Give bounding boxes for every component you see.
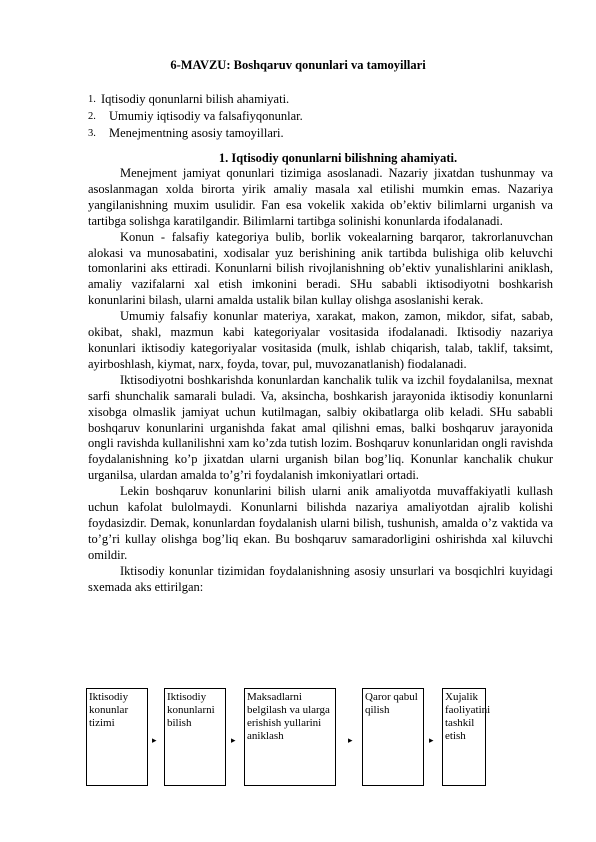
diagram-box-law-system: Iktisodiy konunlar tizimi [86, 688, 148, 786]
outline-number: 3. [88, 128, 96, 139]
arrow-right-icon: ▸ [152, 735, 157, 745]
page-title: 6-MAVZU: Boshqaruv qonunlari va tamoyillari [170, 58, 426, 72]
diagram-box-organization: Xujalik faoliyatini tashkil etish [442, 688, 486, 786]
outline-text: Iqtisodiy qonunlarni bilish ahamiyati. [101, 92, 290, 106]
paragraph: Konun - falsafiy kategoriya bulib, borlik vokealarning barqaror, takrorlanuvchan alokasi va munosabatini, xodisalar yuz berishining anik tartibda bulishiga olib keluvchi tomonlarini aks ettiradi. Konunlarni bilish rivojlanishning ob’ektiv yunalishlarini aniklash, amaliy vazifalarni xal etish imkonini beradi. SHu sababli iktisodiyotni boshkarish konunlarini bilash, ularni amalda ustalik bilan kullay olishga asoslanishi kerak. [88, 229, 553, 308]
paragraph: Lekin boshqaruv konunlarini bilish ularni anik amaliyotda muvaffakiyatli kullash uchun kafolat bulolmaydi. Konunlarni bilishda nazariya amaliyotdan ajralib kolishi foydasizdir. Demak, konunlardan foydalanish ularni bilish, tushunish, amalda o’z vaktida va to’g’ri kullay olishga bog’liq ekan. Bu boshqaruv samaradorligini oshirishda xal kiluvchi omildir. [88, 484, 553, 562]
paragraph: Iktisodiyotni boshkarishda konunlardan kanchalik tulik va izchil foydalanilsa, mexnat sarfi shunchalik samarali buladi. Va, aksincha, boshkarish jarayonida iktisodiy konunlarni xisobga olmaslik jamiyat uchun kutilmagan, salbiy okibatlarga olib keladi. SHu sababli boshqaruv konunlarini urganishda fakat amal qilishni emas, balki boshqaruv jarayonida ongli ravishda kullanilishni xam ko’zda tutish lozim. Boshqaruv konunlaridan ongli ravishda foydalanishning ko’p jixatdan ularni urganish bilan bog’liq. Konunlar kanchalik chukur urganilsa, ulardan amalda to’g’ri foydalanish imkoniyatlari ortadi. [88, 372, 553, 483]
diagram-box-knowing-laws: Iktisodiy konunlarni bilish [164, 688, 226, 786]
outline-item [88, 91, 303, 108]
paragraph: Iktisodiy konunlar tizimidan foydalanishning asosiy unsurlari va bosqichlri kuyidagi sxemada aks ettirilgan: [88, 563, 553, 594]
section-heading: 1. Iqtisodiy qonunlarni bilishning ahamiyati. [218, 151, 458, 165]
outline-text: Menejmentning asosiy tamoyillari. [109, 126, 284, 140]
topic-outline [88, 91, 303, 142]
arrow-right-icon: ▸ [429, 735, 434, 745]
outline-item [88, 125, 303, 142]
body-text [88, 166, 553, 595]
process-diagram [86, 688, 491, 786]
outline-number: 2. [88, 111, 96, 122]
outline-text: Umumiy iqtisodiy va falsafiyqonunlar. [109, 109, 303, 123]
paragraph: Menejment jamiyat qonunlari tizimiga asoslanadi. Nazariy jixatdan tushunmay va asoslanmagan xolda birorta yirik amaliy masala xal etilishi mumkin emas. Nazariya yangilanishning muxim usulidir. Fan esa vokelik xakida ob’ektiv bilimlarni urganish va tartibga solishga karatilgandir. Bilimlarni tartibga solinishi konunlarda ifodalanadi. [88, 166, 553, 228]
outline-item [88, 108, 303, 125]
paragraph: Umumiy falsafiy konunlar materiya, xarakat, makon, zamon, mikdor, sifat, sabab, okibat, shakl, mazmun kabi kategoriyalar vositasida ifodalanadi. Iktisodiy nazariya konunlari iktisodiy kategoriyalar vositasida (mulk, ishlab chiqarish, talab, taklif, taksimt, ayirboshlash, kiymat, narx, foyda, tovar, pul, muvozanatlanish) fiodalanadi. [88, 309, 553, 371]
arrow-right-icon: ▸ [231, 735, 236, 745]
outline-number: 1. [88, 94, 96, 105]
arrow-right-icon: ▸ [348, 735, 353, 745]
diagram-box-goals: Maksadlarni belgilash va ularga erishish yullarini aniklash [244, 688, 336, 786]
diagram-box-decision: Qaror qabul qilish [362, 688, 424, 786]
